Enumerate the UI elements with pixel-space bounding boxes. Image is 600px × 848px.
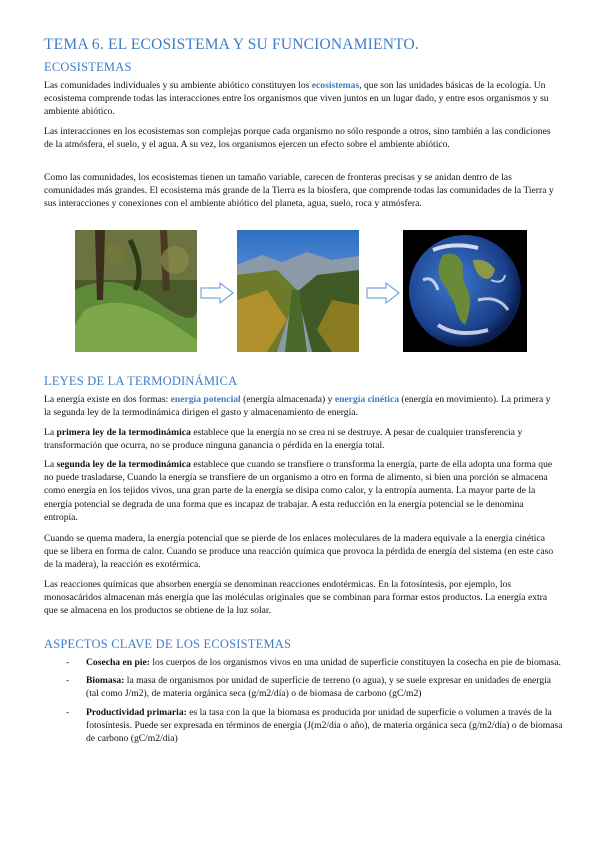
text: establece que la energía no se crea ni se destruye. A pesar de cualquier transferencia y transformación que ocurra, no se produce ninguna ganancia o pérdida en la energía total. <box>44 427 523 452</box>
list-item <box>44 656 564 669</box>
text: (energía almacenada) y <box>240 394 335 405</box>
list-dash: - <box>66 657 70 668</box>
paragraph-primera-ley <box>44 426 559 452</box>
text: La <box>44 427 57 438</box>
highlight-ecosistemas: ecosistemas <box>311 80 360 91</box>
text: la masa de organismos por unidad de superficie de terreno (o agua), y se suele expresar en unidades de energía (tal como J/m2), de materia orgánica seca (g/m2/día) o de biomasa de carbono (gC/m2) <box>86 675 552 700</box>
paragraph-ecosistemas-3: Como las comunidades, los ecosistemas tienen un tamaño variable, carecen de fronteras precisas y se anidan dentro de las comunidades más grandes. El ecosistema más grande de la Tierra es la biosfera, que comprende todas las comunidades de la Tierra y sus interacciones y conexiones con el ambiente abiótico del planeta, agua, suelo, roca y atmósfera. <box>44 172 554 210</box>
paragraph-termodinamica-4: Cuando se quema madera, la energía potencial que se pierde de los enlaces moleculares de la madera equivale a la energía cinética que se libera en forma de calor. Cuando se produce una reacción química que provoca la pérdida de energía del sistema (en este caso de la madera), la reacción es exotérmica. <box>44 533 554 571</box>
text: (energía en movimiento). La primera y la segunda ley de la termodinámica dirigen el gasto y almacenamiento de energía. <box>44 394 551 419</box>
highlight-energia-potencial: energía potencial <box>170 394 241 405</box>
text: Las comunidades individuales y su ambiente abiótico constituyen los <box>44 80 312 91</box>
aspectos-list <box>44 656 564 750</box>
text: es la tasa con la que la biomasa es producida por unidad de superficie o volumen a través de la fotosíntesis. Puede ser expresada en términos de energía (J(m2/día o año), de materia orgánica seca (g/m2/día) o de biomasa de carbono (gC/m2/día) <box>86 706 563 745</box>
text: , que son las unidades básicas de la ecología. Un ecosistema comprende todas las interacciones entre los organismos que viven juntos en un lugar dado, y entre esos organismos y su ambiente abiótico. <box>44 80 549 118</box>
page-title: TEMA 6. EL ECOSISTEMA Y SU FUNCIONAMIENTO. <box>44 36 419 53</box>
earth-photo <box>403 230 527 352</box>
term-segunda-ley: segunda ley de la termodinámica <box>56 459 191 470</box>
list-item <box>44 706 564 746</box>
list-dash: - <box>66 706 70 718</box>
text: los cuerpos de los organismos vivos en una unidad de superficie constituyen la cosecha en pie de biomasa. <box>149 657 561 668</box>
paragraph-termodinamica-1 <box>44 393 559 419</box>
highlight-energia-cinetica: energía cinética <box>334 394 400 405</box>
list-item <box>44 674 564 700</box>
term: Biomasa: <box>86 675 125 687</box>
list-dash: - <box>66 675 70 687</box>
arrow-right-icon <box>200 282 234 309</box>
arrow-right-icon <box>366 282 400 309</box>
term-primera-ley: primera ley de la termodinámica <box>56 427 191 438</box>
text: establece que cuando se transfiere o transforma la energía, parte de ella adopta una forma que no puede trasladarse, Cuando la energía se transfiere de un organismo a otro en forma de alimento, si bien una porción se almacena como energía en los tejidos vivos, una gran parte de la energía se disipa como calor, y la entropía aumenta. La mayor parte de la energía potencial se degrada de una forma que es incapaz de trabajar. A esta reducción en la energía potencial se le denomina entropía. <box>44 459 553 523</box>
paragraph-termodinamica-5: Las reacciones químicas que absorben energía se denominan reacciones endotérmicas. En la fotosíntesis, por ejemplo, los monosacáridos almacenan más energía que las moléculas originales que se combinan para formar estos productos. La energía extra que se almacena en los productos se obtiene de la luz solar. <box>44 579 548 617</box>
paragraph-ecosistemas-1 <box>44 79 559 119</box>
paragraph-ecosistemas-2: Las interacciones en los ecosistemas son complejas porque cada organismo no sólo responde a otros, sino también a las condiciones de la atmósfera, el suelo, y el agua. A su vez, los organismos ejercen un efecto sobre el ambiente abiótico. <box>44 126 551 151</box>
paragraph-segunda-ley <box>44 458 559 524</box>
term: Cosecha en pie: <box>86 657 150 668</box>
section-heading-ecosistemas: ECOSISTEMAS <box>44 60 132 74</box>
section-heading-aspectos-clave: ASPECTOS CLAVE DE LOS ECOSISTEMAS <box>44 637 292 651</box>
text: La <box>44 459 57 470</box>
term: Productividad primaria: <box>86 706 187 718</box>
forest-photo <box>75 230 197 352</box>
section-heading-termodinamica: LEYES DE LA TERMODINÁMICA <box>44 374 238 388</box>
text: La energía existe en dos formas: <box>44 394 171 405</box>
valley-photo <box>237 230 359 352</box>
